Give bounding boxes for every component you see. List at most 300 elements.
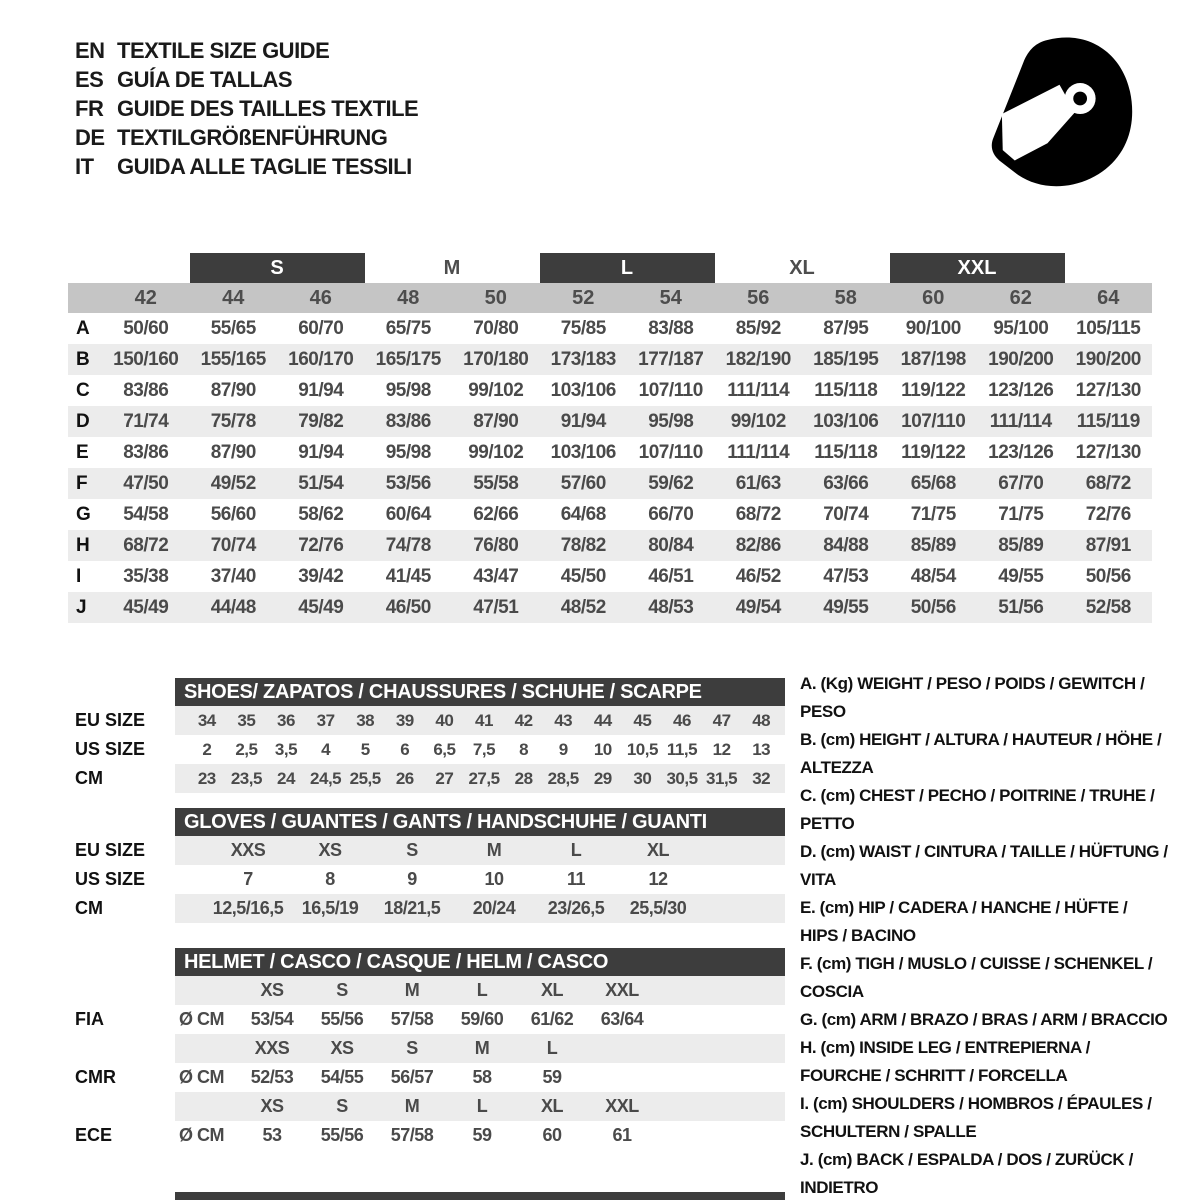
shoes-rows xyxy=(68,706,785,793)
measurement-cell: 111/114 xyxy=(727,379,790,401)
measurement-cell: 51/56 xyxy=(998,596,1044,618)
helmet-size-cell: 59 xyxy=(472,1125,492,1145)
table-row xyxy=(68,530,1152,561)
shoes-size-table xyxy=(68,678,785,793)
measurement-cell: 48/54 xyxy=(910,565,956,587)
legend-key: A. xyxy=(800,674,817,693)
helmet-size-cell: 57/58 xyxy=(390,1009,434,1029)
num-band-spacer xyxy=(68,283,102,313)
textile-measurement-rows xyxy=(68,313,1152,623)
numeric-size: 48 xyxy=(397,286,420,309)
measurement-cell: 119/122 xyxy=(901,379,966,401)
size-cell: 9 xyxy=(407,869,417,889)
legend-entry xyxy=(800,894,1168,950)
legend-text: HIP / CADERA / HANCHE / HÜFTE / HIPS / BACINO xyxy=(800,898,1128,945)
row-letter: J xyxy=(76,596,87,618)
legend-text: CHEST / PECHO / POITRINE / TRUHE / PETTO xyxy=(800,786,1155,833)
helmet-size-label: L xyxy=(476,980,488,1000)
numeric-size: 62 xyxy=(1009,286,1032,309)
measurement-cell: 49/55 xyxy=(823,596,869,618)
size-cell: 43 xyxy=(554,710,573,730)
size-cell: M xyxy=(486,840,502,860)
size-cell: 31,5 xyxy=(706,768,738,788)
legend-unit: (cm) xyxy=(816,954,852,973)
measurement-cell: 123/126 xyxy=(988,441,1054,463)
measurement-cell: 45/49 xyxy=(123,596,169,618)
measurement-cell: 103/106 xyxy=(550,379,616,401)
measurement-cell: 45/50 xyxy=(560,565,606,587)
row-label: EU SIZE xyxy=(75,710,146,730)
size-cell: XL xyxy=(646,840,669,860)
size-band-label: S xyxy=(190,253,365,283)
measurement-cell: 115/118 xyxy=(814,379,878,401)
helmet-size-label: M xyxy=(404,1096,420,1116)
legend-unit: (cm) xyxy=(817,1150,853,1169)
row-label: CM xyxy=(75,768,103,788)
measurement-cell: 85/89 xyxy=(910,534,956,556)
helmet-size-header-row xyxy=(68,1034,785,1063)
helmet-size-cell: 56/57 xyxy=(390,1067,434,1087)
size-cell: 8 xyxy=(519,739,529,759)
row-values xyxy=(175,1005,785,1034)
measurement-cell: 76/80 xyxy=(473,534,519,556)
size-letter-band xyxy=(68,253,1152,283)
legend-text: INSIDE LEG / ENTREPIERNA / FOURCHE / SCHRITT / FORCELLA xyxy=(800,1038,1090,1085)
helmet-value-row xyxy=(68,1005,785,1034)
numeric-size: 42 xyxy=(134,286,157,309)
racing-helmet-icon xyxy=(972,28,1147,200)
measurement-cell: 82/86 xyxy=(735,534,781,556)
measurement-cell: 49/54 xyxy=(735,596,781,618)
numeric-size: 46 xyxy=(309,286,332,309)
row-label-empty xyxy=(68,1034,175,1063)
measurement-cell: 84/88 xyxy=(823,534,869,556)
measurement-cell: 91/94 xyxy=(298,441,344,463)
textile-size-table xyxy=(68,253,1152,623)
size-cell: 20/24 xyxy=(472,898,516,918)
measurement-cell: 182/190 xyxy=(725,348,791,370)
size-cell: 23/26,5 xyxy=(547,898,605,918)
measurement-cell: 75/78 xyxy=(210,410,256,432)
row-letter: H xyxy=(76,534,90,556)
diameter-unit-label: Ø CM xyxy=(179,1009,224,1029)
legend-text: WEIGHT / PESO / POIDS / GEWITCH / PESO xyxy=(800,674,1145,721)
language-title: TEXTILE SIZE GUIDE xyxy=(117,37,330,63)
language-code: EN xyxy=(75,37,105,63)
numeric-size-band xyxy=(68,283,1152,313)
helmet-value-row xyxy=(68,1063,785,1092)
measurement-cell: 187/198 xyxy=(900,348,966,370)
table-row xyxy=(68,313,1152,344)
measurement-cell: 44/48 xyxy=(210,596,256,618)
measurement-cell: 68/72 xyxy=(123,534,169,556)
row-letter: G xyxy=(76,503,91,525)
helmet-size-label: S xyxy=(406,1038,418,1058)
row-letter: C xyxy=(76,379,90,401)
helmet-size-cell: 58 xyxy=(472,1067,492,1087)
size-cell: 3,5 xyxy=(274,739,298,759)
size-cell: 10 xyxy=(484,869,504,889)
size-cell: 12 xyxy=(712,739,731,759)
helmet-size-cell: 55/56 xyxy=(320,1125,364,1145)
size-cell: 30 xyxy=(633,768,652,788)
helmet-table-title: HELMET / CASCO / CASQUE / HELM / CASCO xyxy=(175,948,785,976)
helmet-size-cell: 61/62 xyxy=(530,1009,574,1029)
size-cell: 34 xyxy=(197,710,216,730)
measurement-cell: 60/64 xyxy=(385,503,431,525)
table-row xyxy=(68,406,1152,437)
measurement-cell: 70/80 xyxy=(473,317,519,339)
size-cell: 41 xyxy=(475,710,493,730)
row-values xyxy=(175,1063,785,1092)
legend-text: ARM / BRAZO / BRAS / ARM / BRACCIO xyxy=(859,1010,1168,1029)
language-title: TEXTILGRÖßENFÜHRUNG xyxy=(117,124,388,150)
size-cell: 23 xyxy=(197,768,216,788)
helmet-size-cell: 53 xyxy=(262,1125,282,1145)
measurement-cell: 99/102 xyxy=(730,410,786,432)
table-row xyxy=(68,344,1152,375)
numeric-size: 60 xyxy=(922,286,945,309)
helmet-rows xyxy=(68,976,785,1150)
measurement-cell: 59/62 xyxy=(648,472,694,494)
measurement-cell: 107/110 xyxy=(901,410,966,432)
size-cell: 12,5/16,5 xyxy=(212,898,284,918)
standard-label: CMR xyxy=(75,1067,116,1087)
measurement-cell: 70/74 xyxy=(210,534,256,556)
size-cell: 44 xyxy=(593,710,612,730)
row-values xyxy=(175,706,785,735)
measurement-cell: 52/58 xyxy=(1085,596,1131,618)
row-values xyxy=(175,1092,785,1121)
measurement-cell: 50/56 xyxy=(910,596,956,618)
legend-key: C. xyxy=(800,786,817,805)
measurement-cell: 155/165 xyxy=(200,348,266,370)
legend-entry xyxy=(800,838,1168,894)
measurement-cell: 65/68 xyxy=(910,472,956,494)
language-row xyxy=(75,123,418,152)
helmet-size-cell: 61 xyxy=(612,1125,632,1145)
measurement-cell: 83/86 xyxy=(385,410,431,432)
size-cell: 11 xyxy=(566,869,586,889)
row-letter: I xyxy=(76,565,82,587)
measurement-cell: 170/180 xyxy=(463,348,529,370)
measurement-cell: 57/60 xyxy=(560,472,606,494)
language-title-list xyxy=(75,36,418,181)
measurement-legend xyxy=(800,670,1168,1200)
legend-text: WAIST / CINTURA / TAILLE / HÜFTUNG / VITA xyxy=(800,842,1168,889)
size-cell: 2 xyxy=(202,739,212,759)
size-cell: 9 xyxy=(558,739,568,759)
measurement-cell: 37/40 xyxy=(210,565,256,587)
size-cell: 12 xyxy=(648,869,668,889)
table-row xyxy=(68,592,1152,623)
measurement-cell: 127/130 xyxy=(1075,441,1141,463)
helmet-size-cell: 63/64 xyxy=(600,1009,644,1029)
legend-unit: (cm) xyxy=(821,1010,856,1029)
size-cell: 10 xyxy=(593,739,612,759)
language-code: IT xyxy=(75,153,94,179)
standard-label: ECE xyxy=(75,1125,113,1145)
size-cell: 29 xyxy=(593,768,612,788)
measurement-cell: 75/85 xyxy=(560,317,606,339)
standard-label: FIA xyxy=(75,1009,104,1029)
measurement-cell: 79/82 xyxy=(298,410,344,432)
row-label: EU SIZE xyxy=(75,840,146,860)
measurement-cell: 65/75 xyxy=(385,317,431,339)
language-row xyxy=(75,36,418,65)
measurement-cell: 80/84 xyxy=(648,534,694,556)
measurement-cell: 63/66 xyxy=(823,472,869,494)
numeric-size: 52 xyxy=(572,286,595,309)
helmet-value-row xyxy=(68,1121,785,1150)
legend-entry xyxy=(800,1034,1168,1090)
measurement-cell: 90/100 xyxy=(905,317,961,339)
size-cell: 35 xyxy=(237,710,256,730)
table-row xyxy=(68,735,785,764)
size-cell: 7,5 xyxy=(472,739,496,759)
legend-key: D. xyxy=(800,842,817,861)
legend-key: I. xyxy=(800,1094,809,1113)
row-values xyxy=(175,764,785,793)
row-letter: F xyxy=(76,472,88,494)
measurement-cell: 66/70 xyxy=(648,503,694,525)
size-cell: 40 xyxy=(435,710,454,730)
size-cell: 11,5 xyxy=(666,739,698,759)
size-cell: 47 xyxy=(712,710,731,730)
language-title: GUÍA DE TALLAS xyxy=(117,66,293,92)
measurement-cell: 107/110 xyxy=(638,441,703,463)
measurement-cell: 78/82 xyxy=(560,534,606,556)
language-code: ES xyxy=(75,66,104,92)
measurement-cell: 74/78 xyxy=(385,534,431,556)
helmet-size-label: L xyxy=(476,1096,488,1116)
size-band-label: L xyxy=(540,253,715,283)
size-cell: 23,5 xyxy=(230,768,262,788)
measurement-cell: 41/45 xyxy=(385,565,431,587)
cutoff-header-bar xyxy=(175,1192,785,1200)
size-cell: 10,5 xyxy=(626,739,658,759)
measurement-cell: 123/126 xyxy=(988,379,1054,401)
table-row xyxy=(68,561,1152,592)
helmet-size-label: XS xyxy=(330,1038,354,1058)
helmet-size-cell: 60 xyxy=(542,1125,562,1145)
language-row xyxy=(75,152,418,181)
row-letter: B xyxy=(76,348,90,370)
helmet-size-cell: 59/60 xyxy=(460,1009,504,1029)
measurement-cell: 83/86 xyxy=(123,379,169,401)
legend-unit: (Kg) xyxy=(820,674,853,693)
row-label: US SIZE xyxy=(75,869,146,889)
measurement-cell: 46/50 xyxy=(385,596,431,618)
measurement-cell: 71/75 xyxy=(910,503,956,525)
size-cell: 24,5 xyxy=(310,768,342,788)
size-cell: 45 xyxy=(633,710,652,730)
size-band-label: XL xyxy=(789,256,815,279)
measurement-cell: 103/106 xyxy=(550,441,616,463)
table-row xyxy=(68,499,1152,530)
legend-key: F. xyxy=(800,954,813,973)
measurement-cell: 95/98 xyxy=(385,441,431,463)
table-row xyxy=(68,468,1152,499)
size-cell: XS xyxy=(318,840,342,860)
helmet-size-cell: 57/58 xyxy=(390,1125,434,1145)
legend-unit: (cm) xyxy=(812,1094,848,1113)
legend-key: J. xyxy=(800,1150,814,1169)
size-cell: 37 xyxy=(316,710,335,730)
size-cell: 27,5 xyxy=(468,768,500,788)
legend-key: E. xyxy=(800,898,816,917)
row-values xyxy=(175,1034,785,1063)
legend-entry xyxy=(800,726,1168,782)
measurement-cell: 46/52 xyxy=(735,565,781,587)
legend-entry xyxy=(800,1006,1168,1034)
size-cell: 2,5 xyxy=(235,739,258,759)
measurement-cell: 46/51 xyxy=(648,565,694,587)
helmet-size-label: L xyxy=(546,1038,558,1058)
diameter-unit-label: Ø CM xyxy=(179,1125,224,1145)
helmet-size-cell: 59 xyxy=(542,1067,562,1087)
measurement-cell: 107/110 xyxy=(638,379,703,401)
size-cell: 6,5 xyxy=(433,739,456,759)
measurement-cell: 55/65 xyxy=(210,317,256,339)
measurement-cell: 64/68 xyxy=(560,503,606,525)
helmet-size-cell: 52/53 xyxy=(250,1067,294,1087)
size-cell: 39 xyxy=(395,710,414,730)
measurement-cell: 49/55 xyxy=(998,565,1044,587)
measurement-cell: 185/195 xyxy=(813,348,879,370)
measurement-cell: 47/53 xyxy=(823,565,869,587)
numeric-size: 64 xyxy=(1097,286,1120,309)
measurement-cell: 95/98 xyxy=(385,379,431,401)
measurement-cell: 53/56 xyxy=(385,472,431,494)
size-cell: 28,5 xyxy=(547,768,579,788)
diameter-unit-label: Ø CM xyxy=(179,1067,224,1087)
size-cell: 36 xyxy=(277,710,295,730)
measurement-cell: 105/115 xyxy=(1076,317,1141,339)
legend-key: B. xyxy=(800,730,817,749)
measurement-cell: 45/49 xyxy=(298,596,344,618)
row-label: US SIZE xyxy=(75,739,146,759)
row-label-empty xyxy=(68,1092,175,1121)
measurement-cell: 190/200 xyxy=(988,348,1054,370)
size-cell: 26 xyxy=(395,768,414,788)
measurement-cell: 87/90 xyxy=(473,410,519,432)
helmet-size-label: M xyxy=(404,980,420,1000)
measurement-cell: 71/75 xyxy=(998,503,1044,525)
measurement-cell: 95/100 xyxy=(993,317,1049,339)
row-values xyxy=(175,865,785,894)
row-values xyxy=(175,976,785,1005)
numeric-size: 50 xyxy=(484,286,507,309)
size-cell: 4 xyxy=(321,739,331,759)
size-cell: 25,5/30 xyxy=(629,898,687,918)
size-cell: 48 xyxy=(752,710,771,730)
measurement-cell: 72/76 xyxy=(1085,503,1131,525)
helmet-size-header-row xyxy=(68,1092,785,1121)
measurement-cell: 48/53 xyxy=(648,596,694,618)
measurement-cell: 39/42 xyxy=(298,565,344,587)
measurement-cell: 50/60 xyxy=(123,317,169,339)
helmet-size-cell: 54/55 xyxy=(320,1067,364,1087)
size-cell: 18/21,5 xyxy=(383,898,441,918)
helmet-size-label: M xyxy=(474,1038,490,1058)
legend-entry xyxy=(800,1146,1168,1200)
table-row xyxy=(68,706,785,735)
table-row xyxy=(68,437,1152,468)
table-row xyxy=(68,764,785,793)
measurement-cell: 62/66 xyxy=(473,503,519,525)
measurement-cell: 49/52 xyxy=(210,472,256,494)
row-letter: E xyxy=(76,441,89,463)
measurement-cell: 67/70 xyxy=(998,472,1044,494)
row-label: CM xyxy=(75,898,103,918)
measurement-cell: 54/58 xyxy=(123,503,169,525)
measurement-cell: 43/47 xyxy=(473,565,519,587)
size-cell: 32 xyxy=(752,768,771,788)
helmet-size-cell: 53/54 xyxy=(250,1009,294,1029)
table-row xyxy=(68,865,785,894)
legend-text: SHOULDERS / HOMBROS / ÉPAULES / SCHULTERN / SPALLE xyxy=(800,1094,1152,1141)
measurement-cell: 56/60 xyxy=(210,503,256,525)
size-cell: S xyxy=(406,840,418,860)
language-row xyxy=(75,94,418,123)
helmet-size-label: XL xyxy=(540,1096,563,1116)
measurement-cell: 111/114 xyxy=(727,441,790,463)
helmet-size-label: S xyxy=(336,1096,348,1116)
measurement-cell: 99/102 xyxy=(468,379,524,401)
legend-key: H. xyxy=(800,1038,817,1057)
row-letter: D xyxy=(76,410,90,432)
size-cell: 28 xyxy=(514,768,533,788)
helmet-size-label: XL xyxy=(540,980,563,1000)
size-cell: 13 xyxy=(752,739,771,759)
measurement-cell: 85/89 xyxy=(998,534,1044,556)
measurement-cell: 68/72 xyxy=(1085,472,1131,494)
helmet-size-label: XS xyxy=(260,980,284,1000)
table-row xyxy=(68,375,1152,406)
legend-unit: (cm) xyxy=(820,842,855,861)
measurement-cell: 115/118 xyxy=(814,441,878,463)
measurement-cell: 50/56 xyxy=(1085,565,1131,587)
size-cell: L xyxy=(570,840,582,860)
legend-unit: (cm) xyxy=(819,898,854,917)
measurement-cell: 68/72 xyxy=(735,503,781,525)
legend-entry xyxy=(800,782,1168,838)
legend-text: HEIGHT / ALTURA / HAUTEUR / HÖHE / ALTEZZA xyxy=(800,730,1162,777)
measurement-cell: 85/92 xyxy=(735,317,781,339)
size-band-label: M xyxy=(443,256,461,279)
numeric-size: 54 xyxy=(659,286,682,309)
language-title: GUIDE DES TAILLES TEXTILE xyxy=(117,95,419,121)
measurement-cell: 87/95 xyxy=(823,317,869,339)
measurement-cell: 51/54 xyxy=(298,472,344,494)
numeric-size: 58 xyxy=(834,286,857,309)
row-values xyxy=(175,836,785,865)
gloves-rows xyxy=(68,836,785,923)
size-cell: 6 xyxy=(400,739,410,759)
legend-unit: (cm) xyxy=(820,730,855,749)
row-letter: A xyxy=(76,317,90,339)
measurement-cell: 95/98 xyxy=(648,410,694,432)
helmet-size-cell: 55/56 xyxy=(320,1009,364,1029)
measurement-cell: 47/50 xyxy=(123,472,169,494)
measurement-cell: 87/90 xyxy=(210,379,256,401)
row-values xyxy=(175,894,785,923)
size-cell: 7 xyxy=(243,869,253,889)
table-row xyxy=(68,894,785,923)
measurement-cell: 103/106 xyxy=(813,410,879,432)
measurement-cell: 115/119 xyxy=(1076,410,1140,432)
